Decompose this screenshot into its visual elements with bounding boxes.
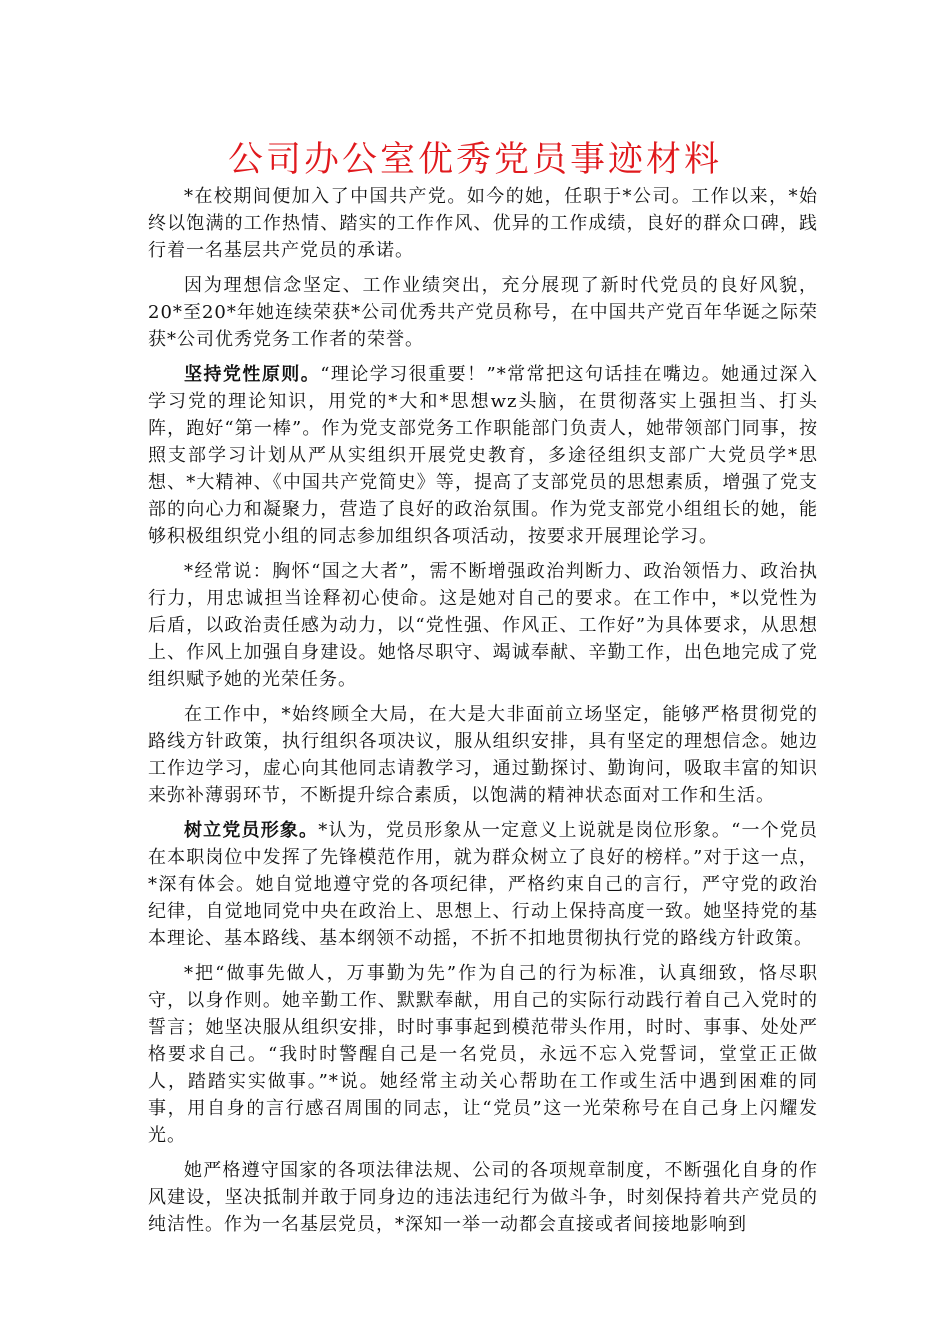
section-heading-party-principle: 坚持党性原则。 — [184, 364, 321, 385]
section-heading-party-image: 树立党员形象。 — [184, 820, 319, 841]
paragraph-text: *经常说：胸怀“国之大者”，需不断增强政治判断力、政治领悟力、政治执行力，用忠诚担当诠释初心使命。这是她对自己的要求。在工作中，*以党性为后盾，以政治责任感为动力，以“党性强、作风正、工作好”为具体要求，从思想上、作风上加强自身建设。她恪尽职守、竭诚奉献、辛勤工作，出色地完成了党组织赋予她的光荣任务。 — [148, 561, 818, 690]
document-body — [148, 183, 818, 1246]
paragraph-text: “理论学习很重要！”*常常把这句话挂在嘴边。她通过深入学习党的理论知识，用党的*大和*思想wz头脑，在贯彻落实上强担当、打头阵，跑好“第一棒”。作为党支部党务工作职能部门负责人，她带领部门同事，按照支部学习计划从严从实组织开展党史教育，多途径组织支部广大党员学*思想、*大精神、《中国共产党简史》等，提高了支部党员的思想素质，增强了党支部的向心力和凝聚力，营造了良好的政治氛围。作为党支部党小组组长的她，能够积极组织党小组的同志参加组织各项活动，按要求开展理论学习。 — [148, 364, 819, 547]
paragraph-7 — [148, 960, 818, 1149]
paragraph-5 — [148, 701, 818, 809]
paragraph-text: 在工作中，*始终顾全大局，在大是大非面前立场坚定，能够严格贯彻党的路线方针政策，执行组织各项决议，服从组织安排，具有坚定的理想信念。她边工作边学习，虚心向其他同志请教学习，通过勤探讨、勤询问，吸取丰富的知识来弥补薄弱环节，不断提升综合素质，以饱满的精神状态面对工作和生活。 — [148, 704, 818, 806]
paragraph-text: 因为理想信念坚定、工作业绩突出，充分展现了新时代党员的良好风貌，20*至20*年她连续荣获*公司优秀共产党员称号，在中国共产党百年华诞之际荣获*公司优秀党务工作者的荣誉。 — [148, 275, 818, 350]
paragraph-3 — [148, 361, 818, 550]
paragraph-text: *在校期间便加入了中国共产党。如今的她，任职于*公司。工作以来，*始终以饱满的工作热情、踏实的工作作风、优异的工作成绩，良好的群众口碑，践行着一名基层共产党员的承诺。 — [148, 186, 818, 261]
document-title: 公司办公室优秀党员事迹材料 — [227, 140, 722, 180]
paragraph-text: 她严格遵守国家的各项法律法规、公司的各项规章制度，不断强化自身的作风建设，坚决抵制并敢于同身边的违法违纪行为做斗争，时刻保持着共产党员的纯洁性。作为一名基层党员，*深知一举一动都会直接或者间接地影响到 — [148, 1160, 818, 1235]
paragraph-4 — [148, 558, 818, 693]
paragraph-8 — [148, 1157, 818, 1238]
paragraph-1 — [148, 183, 818, 264]
paragraph-2 — [148, 272, 818, 353]
paragraph-6 — [148, 817, 818, 952]
paragraph-text: *把“做事先做人，万事勤为先”作为自己的行为标准，认真细致，恪尽职守，以身作则。她辛勤工作、默默奉献，用自己的实际行动践行着自己入党时的誓言；她坚决服从组织安排，时时事事起到模范带头作用，时时、事事、处处严格要求自己。“我时时警醒自己是一名党员，永远不忘入党誓词，堂堂正正做人，踏踏实实做事。”*说。她经常主动关心帮助在工作或生活中遇到困难的同事，用自身的言行感召周围的同志，让“党员”这一光荣称号在自己身上闪耀发光。 — [148, 963, 818, 1146]
paragraph-text: *认为，党员形象从一定意义上说就是岗位形象。“一个党员在本职岗位中发挥了先锋模范作用，就为群众树立了良好的榜样。”对于这一点，*深有体会。她自觉地遵守党的各项纪律，严格约束自己的言行，严守党的政治纪律，自觉地同党中央在政治上、思想上、行动上保持高度一致。她坚持党的基本理论、基本路线、基本纲领不动摇，不折不扣地贯彻执行党的路线方针政策。 — [148, 820, 819, 949]
